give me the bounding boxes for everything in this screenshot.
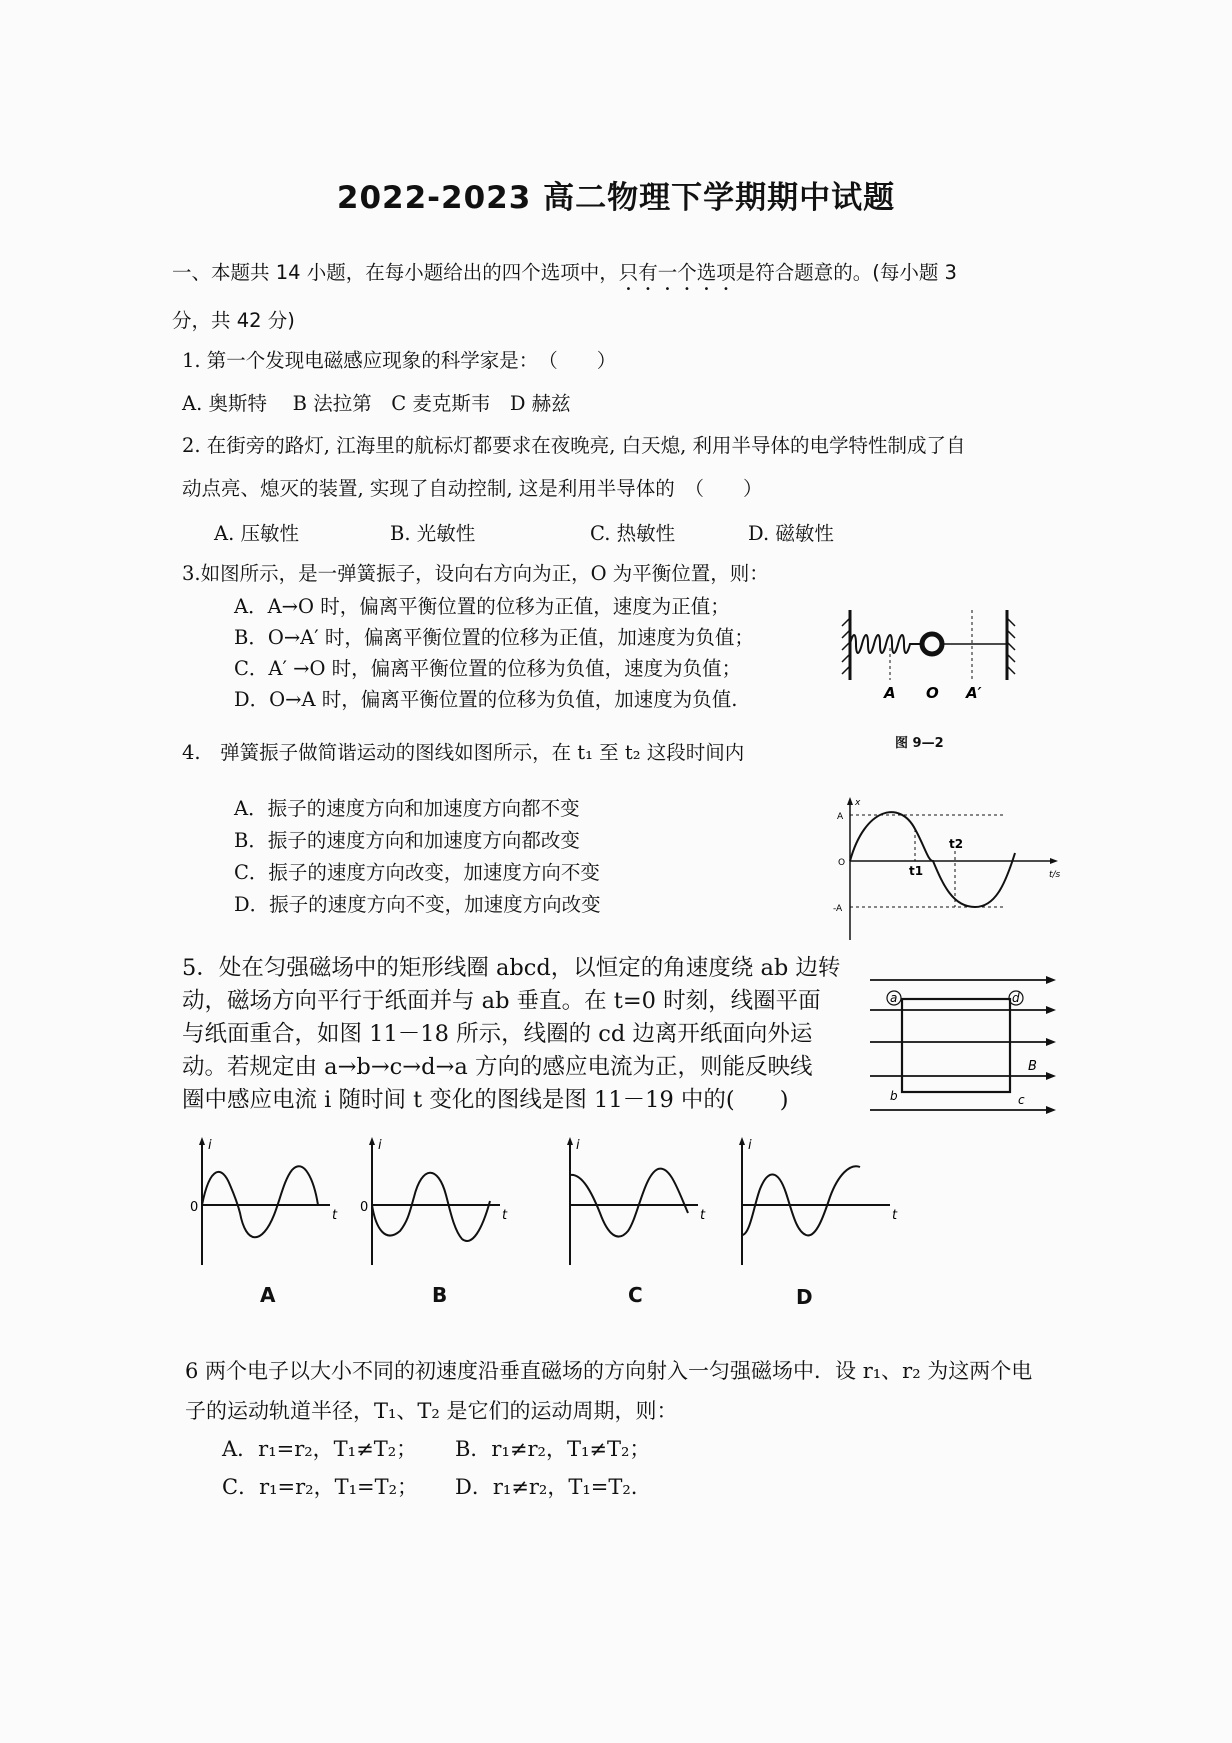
y-axis-label: x — [855, 798, 861, 808]
coil-in-field-figure — [870, 970, 1060, 1140]
y-axis-arrow — [847, 797, 853, 805]
graph-b-origin: 0 — [360, 1200, 369, 1215]
question-3-stem: 3.如图所示，是一弹簧振子，设向右方向为正，O 为平衡位置，则： — [182, 562, 769, 585]
graph-d-x-label: t — [892, 1208, 898, 1223]
label-A-prime: A′ — [966, 684, 982, 702]
question-3-option-a: A．A→O 时，偏离平衡位置的位移为正值，速度为正值； — [234, 595, 730, 618]
figure-caption-9-2: 图 9—2 — [895, 736, 944, 751]
graph-label-c: C — [628, 1283, 643, 1307]
question-6-stem-line1: 6 两个电子以大小不同的初速度沿垂直磁场的方向射入一匀强磁场中．设 r₁、r₂ 为这两个电 — [185, 1359, 1033, 1383]
coil-abcd — [902, 999, 1010, 1092]
label-O: O — [926, 684, 939, 702]
graph-d-y-label: i — [748, 1138, 752, 1153]
question-3-option-d: D．O→A 时，偏离平衡位置的位移为负值，加速度为负值. — [234, 688, 738, 711]
question-5-line1: 5．处在匀强磁场中的矩形线圈 abcd，以恒定的角速度绕 ab 边转 — [182, 955, 841, 981]
question-3-option-b: B．O→A′ 时，偏离平衡位置的位移为正值，加速度为负值； — [234, 626, 754, 649]
question-5-line3: 与纸面重合，如图 11－18 所示，线圈的 cd 边离开纸面向外运 — [182, 1021, 813, 1047]
graph-b-x-label: t — [502, 1208, 508, 1223]
question-5-line5: 圈中感应电流 i 随时间 t 变化的图线是图 11－19 中的( ) — [182, 1087, 789, 1113]
question-6-option-b: B．r₁≠r₂，T₁≠T₂； — [455, 1437, 651, 1461]
question-4-option-d: D．振子的速度方向不变，加速度方向改变 — [234, 893, 601, 916]
t2-label: t2 — [949, 837, 964, 851]
shm-curve — [850, 812, 1015, 907]
graph-b-curve — [372, 1173, 490, 1241]
question-6-option-c: C．r₁=r₂，T₁=T₂； — [222, 1475, 419, 1499]
question-4-option-b: B．振子的速度方向和加速度方向都改变 — [234, 829, 580, 852]
label-a: a — [890, 991, 898, 1005]
graph-a-x-label: t — [332, 1208, 338, 1223]
label-b: b — [890, 1089, 898, 1103]
amplitude-positive-label: A — [837, 812, 844, 822]
graph-option-d — [720, 1135, 910, 1270]
label-B: B — [1028, 1059, 1037, 1074]
label-A: A — [884, 684, 896, 702]
graph-d-curve — [742, 1166, 860, 1235]
graph-option-c — [548, 1135, 718, 1270]
graph-label-b: B — [432, 1283, 448, 1307]
graph-option-a — [180, 1135, 350, 1270]
question-2-option-b: B. 光敏性 — [390, 522, 476, 545]
section-instructions-emphasis: 只有一个选项 — [618, 261, 736, 284]
graph-a-origin: 0 — [190, 1200, 199, 1215]
question-6-option-d: D．r₁≠r₂，T₁=T₂. — [455, 1475, 638, 1499]
question-2-stem-line1: 2. 在街旁的路灯, 江海里的航标灯都要求在夜晚亮, 白天熄, 利用半导体的电学特性制成了自 — [182, 434, 966, 457]
question-2-stem-line2: 动点亮、熄灭的装置, 实现了自动控制, 这是利用半导体的 （ ） — [182, 477, 763, 500]
question-6-option-a: A．r₁=r₂，T₁≠T₂； — [222, 1437, 418, 1461]
graph-label-d: D — [796, 1285, 813, 1309]
shm-graph — [825, 795, 1065, 945]
graph-option-b — [350, 1135, 520, 1270]
graph-b-y-label: i — [378, 1138, 382, 1153]
graph-d-y-arrow — [739, 1137, 745, 1145]
graph-c-y-label: i — [576, 1138, 580, 1153]
x-axis-label: t/s — [1049, 870, 1061, 880]
question-2-option-c: C. 热敏性 — [590, 522, 676, 545]
graph-b-y-arrow — [369, 1137, 375, 1145]
field-arrows — [1046, 976, 1056, 1114]
origin-label: O — [838, 858, 846, 868]
graph-c-x-label: t — [700, 1208, 706, 1223]
question-6-stem-line2: 子的运动轨道半径，T₁、T₂ 是它们的运动周期，则： — [185, 1399, 678, 1423]
question-4-option-c: C．振子的速度方向改变，加速度方向不变 — [234, 861, 600, 884]
t1-label: t1 — [909, 864, 924, 878]
graph-c-y-arrow — [567, 1137, 573, 1145]
section-points: 分，共 42 分) — [172, 309, 295, 332]
section-instructions-b: 是符合题意的。(每小题 3 — [735, 261, 957, 284]
amplitude-negative-label: -A — [833, 904, 843, 914]
question-1-stem: 1. 第一个发现电磁感应现象的科学家是： （ ） — [182, 349, 617, 372]
oscillator-ball — [922, 634, 942, 654]
section-instructions-a: 一、本题共 14 小题，在每小题给出的四个选项中， — [172, 261, 619, 284]
question-3-option-c: C．A′ →O 时，偏离平衡位置的位移为负值，速度为负值； — [234, 657, 742, 680]
label-d: d — [1012, 991, 1020, 1005]
question-4-option-a: A．振子的速度方向和加速度方向都不变 — [234, 797, 580, 820]
page-title: 2022-2023 高二物理下学期期中试题 — [336, 180, 896, 216]
question-4-stem: 4. 弹簧振子做简谐运动的图线如图所示，在 t₁ 至 t₂ 这段时间内 — [182, 741, 745, 764]
spring — [850, 635, 920, 653]
graph-a-y-arrow — [199, 1137, 205, 1145]
question-5-line2: 动，磁场方向平行于纸面并与 ab 垂直。在 t=0 时刻，线圈平面 — [182, 988, 821, 1014]
question-1-options: A. 奥斯特 B 法拉第 C 麦克斯韦 D 赫兹 — [182, 392, 571, 415]
label-c: c — [1018, 1093, 1025, 1107]
x-axis-arrow — [1050, 858, 1058, 864]
graph-a-curve — [202, 1166, 318, 1237]
graph-a-y-label: i — [208, 1138, 212, 1153]
spring-oscillator-figure — [840, 608, 1020, 718]
section-instructions — [172, 257, 957, 295]
question-2-option-a: A. 压敏性 — [214, 522, 299, 545]
question-2-option-d: D. 磁敏性 — [748, 522, 834, 545]
graph-label-a: A — [260, 1283, 276, 1307]
graph-c-curve — [570, 1169, 688, 1237]
question-5-line4: 动。若规定由 a→b→c→d→a 方向的感应电流为正，则能反映线 — [182, 1054, 813, 1080]
